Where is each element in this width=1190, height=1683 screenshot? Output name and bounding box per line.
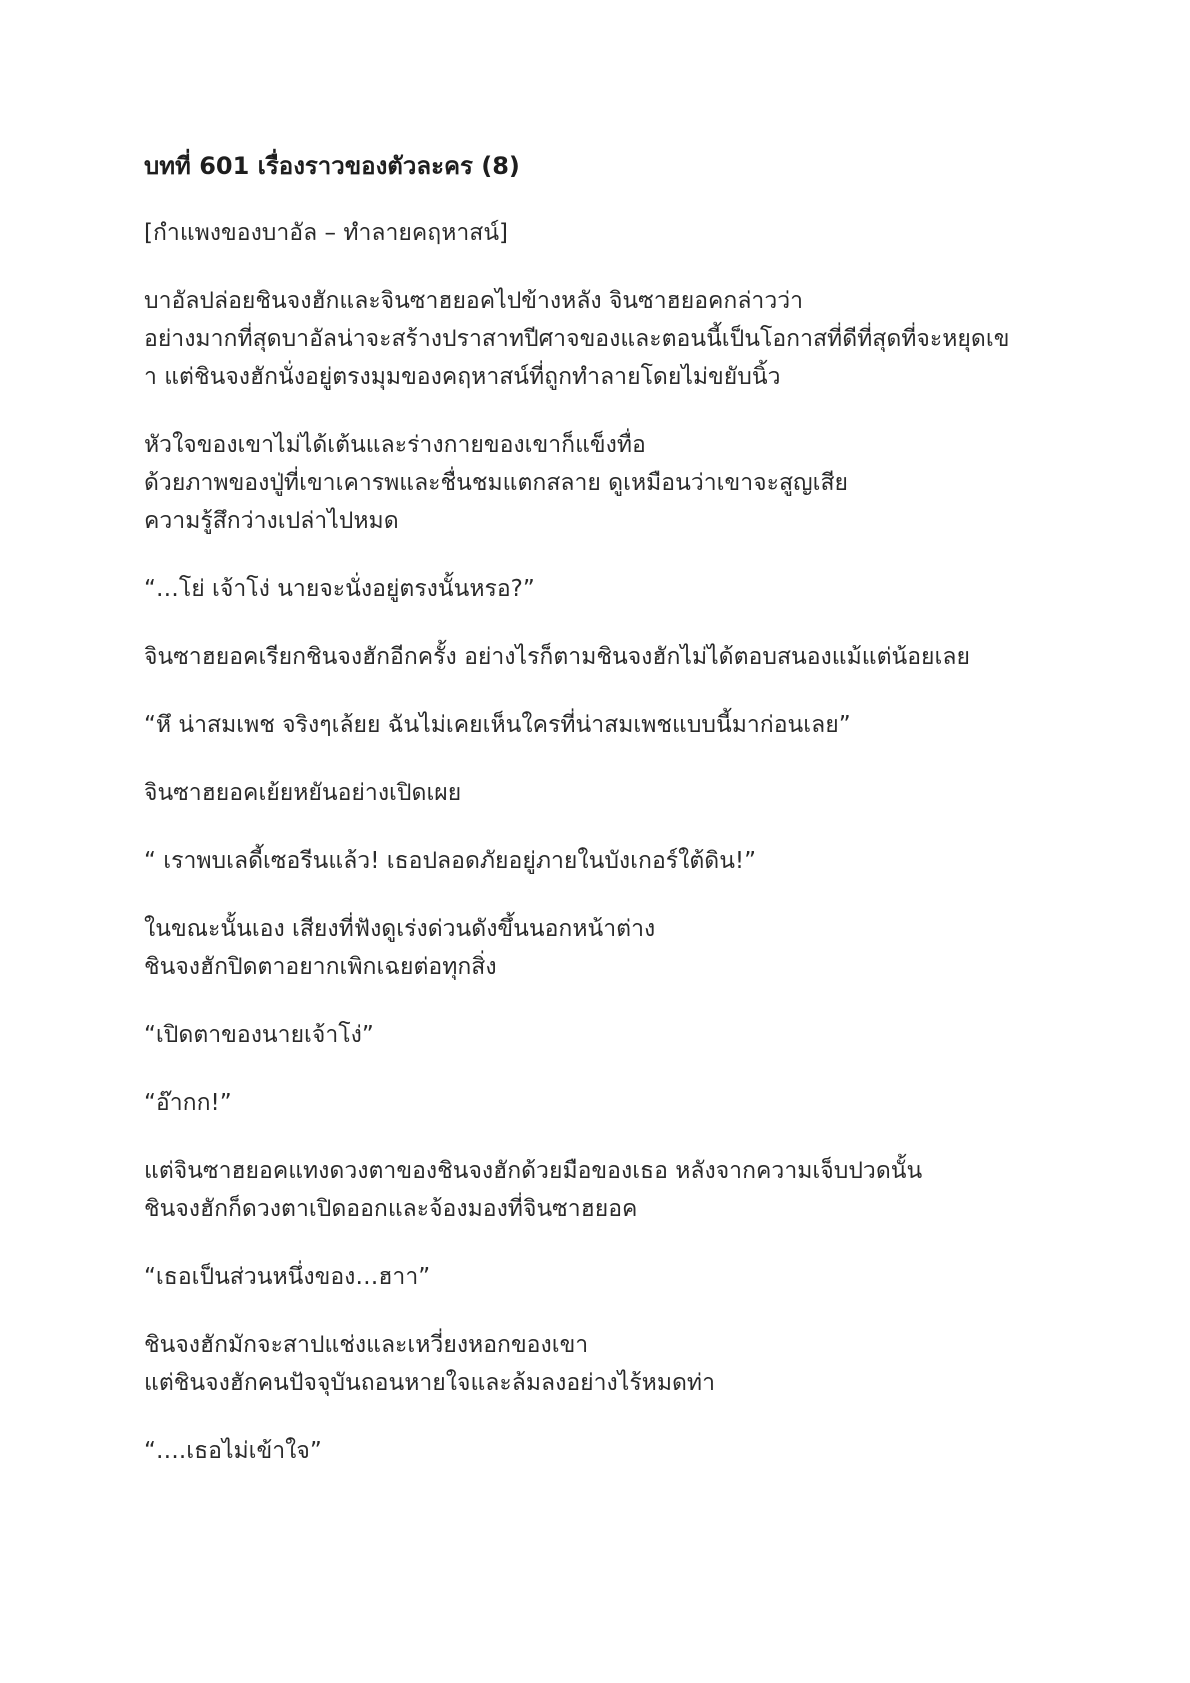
paragraph xyxy=(144,706,1064,744)
paragraph-line: ความรู้สึกว่างเปล่าไปหมด xyxy=(144,508,399,534)
paragraph-line: จินซาฮยอคเรียกชินจงฮักอีกครั้ง อย่างไรก็ตามชินจงฮักไม่ได้ตอบสนองแม้แต่น้อยเลย xyxy=(144,644,970,670)
paragraph-line: [กำแพงของบาอัล – ทำลายคฤหาสน์] xyxy=(144,220,509,246)
paragraph-line: หัวใจของเขาไม่ได้เต้นและร่างกายของเขาก็แข็งทื่อ xyxy=(144,432,646,458)
paragraph-line: “เปิดตาของนายเจ้าโง่” xyxy=(144,1022,374,1048)
paragraph xyxy=(144,1084,1064,1122)
paragraph-line: “…โย่ เจ้าโง่ นายจะนั่งอยู่ตรงนั้นหรอ?” xyxy=(144,576,535,602)
paragraph xyxy=(144,1326,1064,1402)
paragraph-line: “เธอเป็นส่วนหนึ่งของ…ฮาา” xyxy=(144,1264,431,1290)
paragraph xyxy=(144,910,1064,986)
paragraph-line: “ เราพบเลดี้เซอรีนแล้ว! เธอปลอดภัยอยู่ภายในบังเกอร์ใต้ดิน!” xyxy=(144,848,757,874)
paragraph xyxy=(144,638,1064,676)
paragraph-line: ด้วยภาพของปู่ที่เขาเคารพและชื่นชมแตกสลาย ดูเหมือนว่าเขาจะสูญเสีย xyxy=(144,470,848,496)
paragraph-line: า แต่ชินจงฮักนั่งอยู่ตรงมุมของคฤหาสน์ที่ถูกทำลายโดยไม่ขยับนิ้ว xyxy=(144,364,781,390)
paragraph-line: “อ๊ากก!” xyxy=(144,1090,232,1116)
paragraph-line: ในขณะนั้นเอง เสียงที่ฟังดูเร่งด่วนดังขึ้นนอกหน้าต่าง xyxy=(144,916,656,942)
paragraph xyxy=(144,1432,1064,1470)
paragraph-line: จินซาฮยอคเย้ยหยันอย่างเปิดเผย xyxy=(144,780,462,806)
paragraph xyxy=(144,282,1064,396)
document-body xyxy=(144,148,1064,1500)
paragraph xyxy=(144,1016,1064,1054)
paragraph xyxy=(144,774,1064,812)
paragraph-line: ชินจงฮักปิดตาอยากเพิกเฉยต่อทุกสิ่ง xyxy=(144,954,497,980)
paragraph xyxy=(144,842,1064,880)
paragraph-line: แต่จินซาฮยอคแทงดวงตาของชินจงฮักด้วยมือของเธอ หลังจากความเจ็บปวดนั้น xyxy=(144,1158,923,1184)
chapter-title: บทที่ 601 เรื่องราวของตัวละคร (8) xyxy=(144,152,520,180)
paragraph xyxy=(144,570,1064,608)
paragraph-line: ชินจงฮักก็ดวงตาเปิดออกและจ้องมองที่จินซาฮยอค xyxy=(144,1196,638,1222)
paragraph xyxy=(144,426,1064,540)
paragraph-line: บาอัลปล่อยชินจงฮักและจินซาฮยอคไปข้างหลัง จินซาฮยอคกล่าวว่า xyxy=(144,288,804,314)
paragraph xyxy=(144,214,1064,252)
paragraph-line: “….เธอไม่เข้าใจ” xyxy=(144,1438,322,1464)
paragraph-line: อย่างมากที่สุดบาอัลน่าจะสร้างปราสาทปีศาจของและตอนนี้เป็นโอกาสที่ดีที่สุดที่จะหยุดเข xyxy=(144,326,1010,352)
paragraph-line: ชินจงฮักมักจะสาปแช่งและเหวี่ยงหอกของเขา xyxy=(144,1332,589,1358)
paragraph-line: “หึ น่าสมเพช จริงๆเล้ยย ฉันไม่เคยเห็นใครที่น่าสมเพชแบบนี้มาก่อนเลย” xyxy=(144,712,851,738)
paragraph-line: แต่ชินจงฮักคนปัจจุบันถอนหายใจและล้มลงอย่างไร้หมดท่า xyxy=(144,1370,716,1396)
paragraph xyxy=(144,1152,1064,1228)
paragraph xyxy=(144,1258,1064,1296)
